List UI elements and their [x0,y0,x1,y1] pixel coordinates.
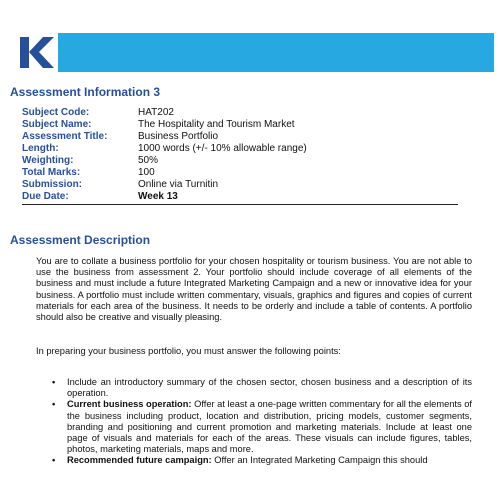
info-label: Submission: [22,179,83,190]
info-value: 100 [138,167,155,178]
info-row [22,119,458,131]
assessment-description-heading: Assessment Description [10,233,151,247]
info-value: Online via Turnitin [138,179,219,190]
info-label: Subject Name: [22,119,92,130]
list-item [52,377,472,399]
list-item [52,455,472,466]
info-row [22,167,458,179]
k-logo-icon [14,33,58,72]
info-label: Assessment Title: [22,131,108,142]
info-label: Length: [22,143,59,154]
assessment-info-heading: Assessment Information 3 [10,85,161,99]
info-row [22,107,458,119]
bullet-icon: • [52,455,56,466]
info-value: 1000 words (+/- 10% allowable range) [138,143,307,154]
list-item-text: Offer an Integrated Marketing Campaign this should [211,455,428,466]
list-item-text: Offer at least a one-page written commentary for all the elements of the business including product, location and distribution, pricing models, customer segments, branding and positioning and current promotion and marketing materials. Include at least one page of visuals and materials for each of the areas. These visuals can include figures, tables, photos, marketing materials, maps and more. [67,399,472,455]
info-row [22,179,458,191]
description-paragraph: You are to collate a business portfolio for your chosen hospitality or tourism business. You are not able to use the business from assessment 2. Your portfolio should include coverage of all elements of the business and must include a future Integrated Marketing Campaign and a new or innovative idea for your business. A portfolio must include written commentary, visuals, graphics and figures and copies of current materials for each area of the business. It needs to be orderly and include a table of contents. A portfolio should also be creative and visually pleasing. [36,256,472,323]
list-item-text: Include an introductory summary of the chosen sector, chosen business and a description of its operation. [67,377,472,399]
instructions-paragraph: In preparing your business portfolio, you must answer the following points: [36,346,341,356]
info-label: Total Marks: [22,167,81,178]
logo [14,33,58,72]
requirements-list [52,377,472,467]
info-value: HAT202 [138,107,174,118]
list-item [52,399,472,455]
info-row [22,143,458,155]
info-row [22,191,458,205]
info-value: Business Portfolio [138,131,219,142]
assessment-info-table [22,107,458,205]
info-row [22,155,458,167]
info-value: 50% [138,155,159,166]
info-label: Weighting: [22,155,74,166]
header-banner [14,33,494,72]
info-label: Due Date: [22,191,138,205]
bullet-icon: • [52,377,56,387]
info-value: Week 13 [138,191,458,205]
info-row [22,131,458,143]
bullet-icon: • [52,399,56,410]
info-value: The Hospitality and Tourism Market [138,119,295,130]
list-item-lead: Recommended future campaign: [67,455,212,466]
info-label: Subject Code: [22,107,90,118]
list-item-lead: Current business operation: [67,399,192,410]
